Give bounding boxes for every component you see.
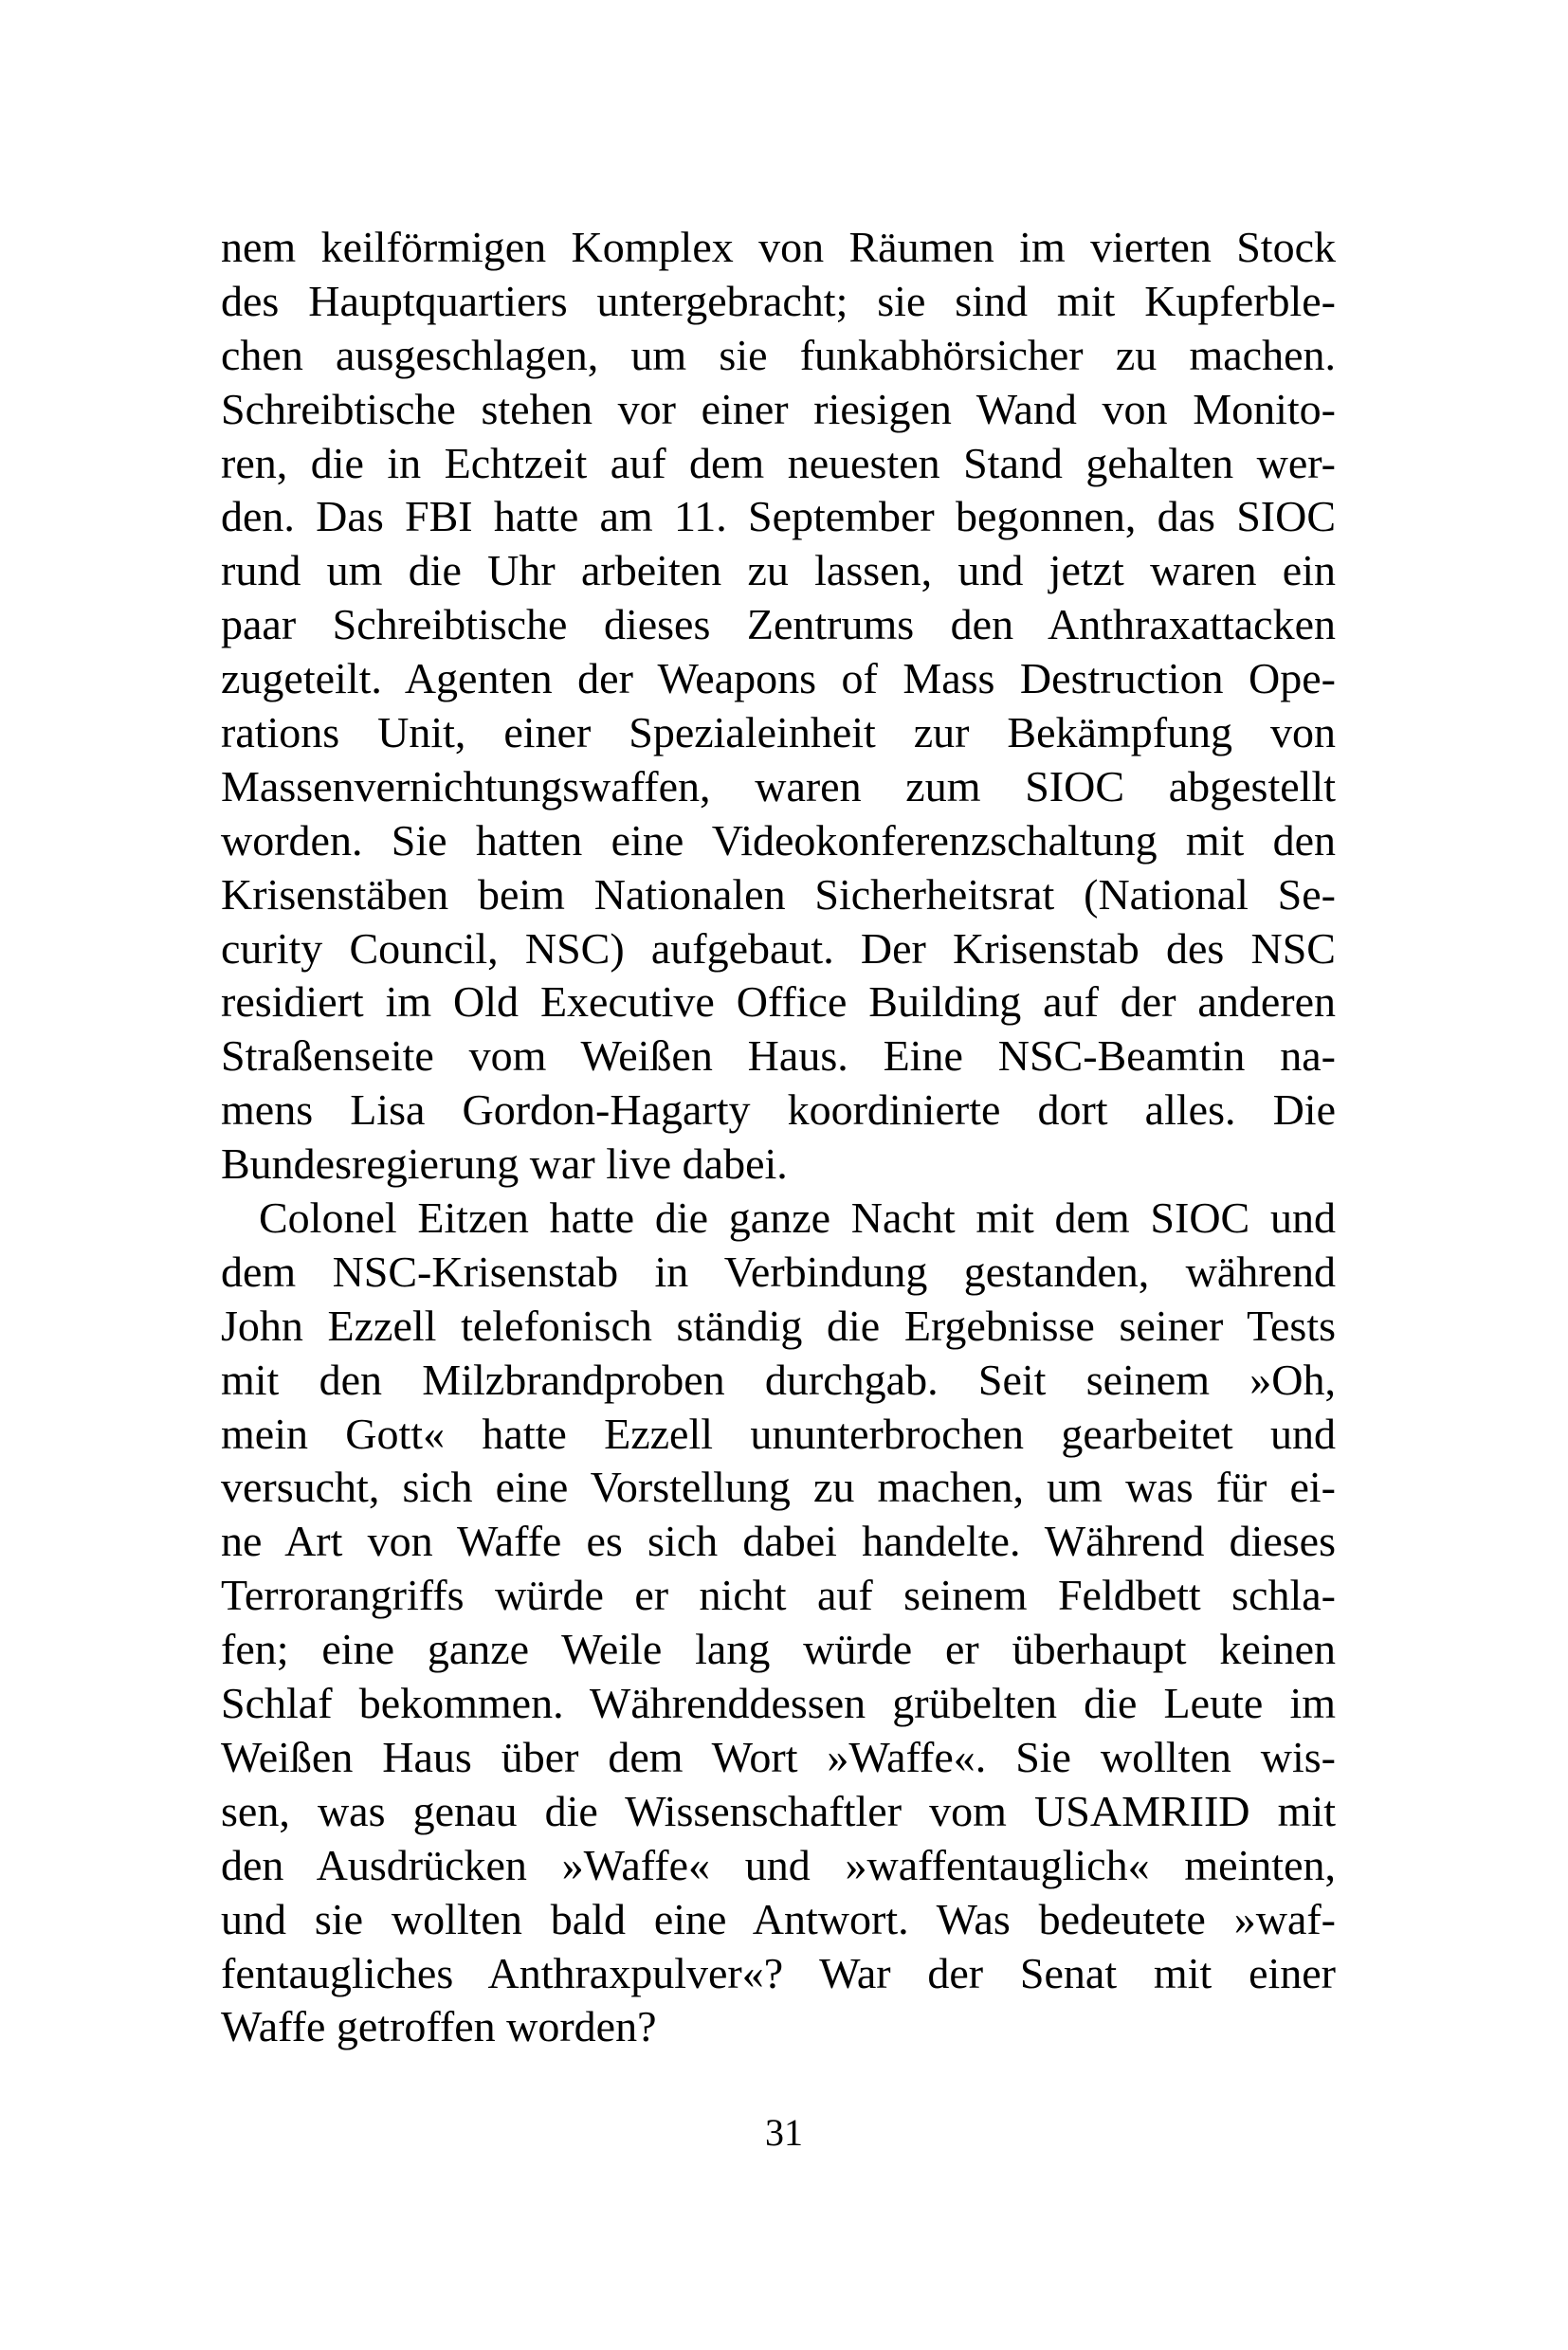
text-line: und sie wollten bald eine Antwort. Was bedeutete »waf- xyxy=(221,1894,1336,1943)
text-line: Terrorangriffs würde er nicht auf seinem Feldbett schla- xyxy=(221,1571,1336,1620)
text-line: fen; eine ganze Weile lang würde er überhaupt keinen xyxy=(221,1625,1336,1674)
text-line: worden. Sie hatten eine Videokonferenzschaltung mit den xyxy=(221,815,1336,865)
text-line: fentaugliches Anthraxpulver«? War der Senat mit einer xyxy=(221,1948,1336,1997)
text-line: Straßenseite vom Weißen Haus. Eine NSC-Beamtin na- xyxy=(221,1031,1336,1081)
text-line: mens Lisa Gordon-Hagarty koordinierte dort alles. Die xyxy=(221,1085,1336,1135)
text-line: Schreibtische stehen vor einer riesigen Wand von Monito- xyxy=(221,384,1336,433)
text-line: nem keilförmigen Komplex von Räumen im vierten Stock xyxy=(221,223,1336,271)
page-number: 31 xyxy=(765,2111,803,2154)
text-line: den Ausdrücken »Waffe« und »waffentauglich« meinten, xyxy=(221,1840,1336,1889)
text-line: versucht, sich eine Vorstellung zu machen, um was für ei- xyxy=(221,1463,1336,1512)
text-line: zugeteilt. Agenten der Weapons of Mass Destruction Ope- xyxy=(221,654,1336,703)
text-line: Schlaf bekommen. Währenddessen grübelten die Leute im xyxy=(221,1679,1336,1728)
text-line: ne Art von Waffe es sich dabei handelte. Während dieses xyxy=(221,1517,1336,1566)
text-line: mit den Milzbrandproben durchgab. Seit seinem »Oh, xyxy=(221,1355,1336,1404)
text-line: Massenvernichtungswaffen, waren zum SIOC abgestellt xyxy=(221,761,1336,811)
text-line: Colonel Eitzen hatte die ganze Nacht mit dem SIOC und xyxy=(259,1193,1336,1243)
text-line: Bundesregierung war live dabei. xyxy=(221,1139,788,1189)
text-line: den. Das FBI hatte am 11. September begonnen, das SIOC xyxy=(221,492,1336,541)
text-line: John Ezzell telefonisch ständig die Ergebnisse seiner Tests xyxy=(221,1301,1336,1350)
paragraph xyxy=(221,221,1336,1192)
text-line: dem NSC-Krisenstab in Verbindung gestanden, während xyxy=(221,1247,1336,1296)
text-line: chen ausgeschlagen, um sie funkabhörsicher zu machen. xyxy=(221,330,1336,379)
text-line: rund um die Uhr arbeiten zu lassen, und jetzt waren ein xyxy=(221,546,1336,595)
text-line: curity Council, NSC) aufgebaut. Der Krisenstab des NSC xyxy=(221,923,1336,973)
text-line: des Hauptquartiers untergebracht; sie sind mit Kupferble- xyxy=(221,276,1336,325)
text-line: rations Unit, einer Spezialeinheit zur Bekämpfung von xyxy=(221,708,1336,757)
text-line: sen, was genau die Wissenschaftler vom USAMRIID mit xyxy=(221,1786,1336,1835)
text-line: Waffe getroffen worden? xyxy=(221,2002,657,2051)
body-text xyxy=(221,221,1336,2054)
text-line: Weißen Haus über dem Wort »Waffe«. Sie wollten wis- xyxy=(221,1732,1336,1781)
text-line: ren, die in Echtzeit auf dem neuesten Stand gehalten wer- xyxy=(221,438,1336,487)
text-line: Krisenstäben beim Nationalen Sicherheitsrat (National Se- xyxy=(221,869,1336,919)
paragraph xyxy=(221,1192,1336,2054)
text-line: paar Schreibtische dieses Zentrums den Anthraxattacken xyxy=(221,600,1336,649)
text-line: mein Gott« hatte Ezzell ununterbrochen gearbeitet und xyxy=(221,1409,1336,1458)
text-line: residiert im Old Executive Office Building auf der anderen xyxy=(221,977,1336,1027)
